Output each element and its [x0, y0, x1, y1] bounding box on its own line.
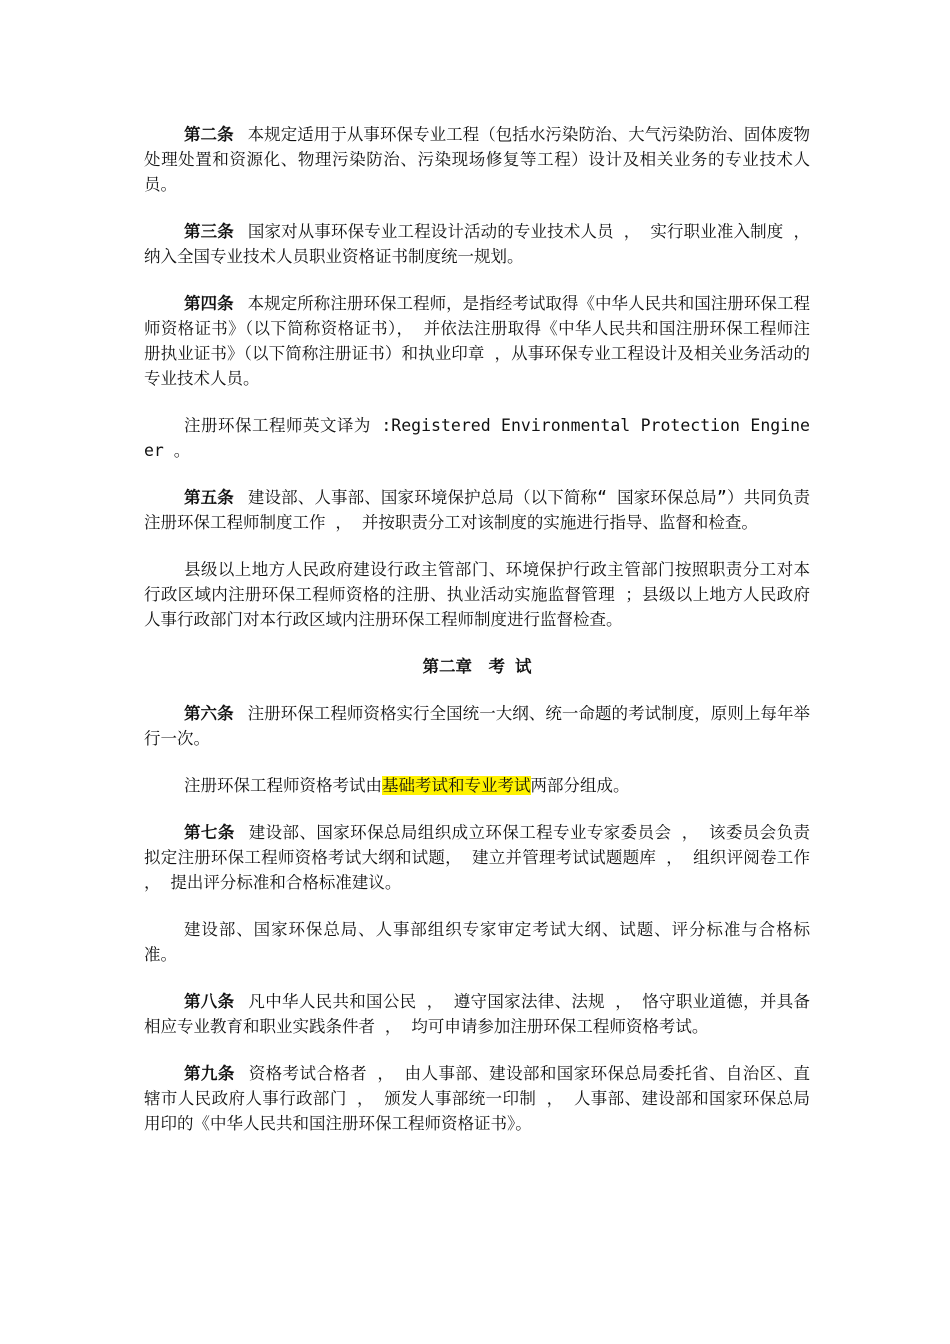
- paragraph-text: 注册环保工程师英文译为 :Registered Environmental Protection Engineer 。: [144, 416, 810, 460]
- paragraph-text: 建设部、国家环保总局、人事部组织专家审定考试大纲、试题、评分标准与合格标准。: [144, 920, 810, 964]
- article-number: 第四条: [184, 294, 234, 313]
- exam-composition-paragraph: [144, 773, 810, 798]
- article-text: 国家对从事环保专业工程设计活动的专业技术人员 ， 实行职业准入制度 ， 纳入全国专业技术人员职业资格证书制度统一规划。: [144, 222, 810, 266]
- article-6: [144, 701, 810, 751]
- highlighted-text: 基础考试和专业考试: [382, 776, 531, 795]
- article-text: 建设部、国家环保总局组织成立环保工程专业专家委员会 ， 该委员会负责拟定注册环保工程师资格考试大纲和试题， 建立并管理考试试题题库 ， 组织评阅卷工作 ， 提出评分标准和合格标准建议。: [144, 823, 810, 892]
- english-translation-paragraph: [144, 413, 810, 463]
- article-number: 第五条: [184, 488, 234, 507]
- article-number: 第三条: [184, 222, 234, 241]
- article-9: [144, 1061, 810, 1136]
- article-number: 第七条: [184, 823, 235, 842]
- article-4: [144, 291, 810, 391]
- article-number: 第二条: [184, 125, 234, 144]
- article-3: [144, 219, 810, 269]
- supervision-paragraph: [144, 557, 810, 632]
- article-number: 第九条: [184, 1064, 235, 1083]
- article-2: [144, 122, 810, 197]
- article-8: [144, 989, 810, 1039]
- article-text: 本规定所称注册环保工程师，是指经考试取得《中华人民共和国注册环保工程师资格证书》（以下简称资格证书）， 并依法注册取得《中华人民共和国注册环保工程师注册执业证书》（以下简称注册证书）和执业印章 ，从事环保专业工程设计及相关业务活动的专业技术人员。: [144, 294, 810, 388]
- chapter-heading: 第二章 考 试: [422, 657, 532, 676]
- article-text: 本规定适用于从事环保专业工程（包括水污染防治、大气污染防治、固体废物处理处置和资源化、物理污染防治、污染现场修复等工程）设计及相关业务的专业技术人员。: [144, 125, 810, 194]
- paragraph-text-after: 两部分组成。: [530, 776, 630, 795]
- article-text: 建设部、人事部、国家环境保护总局（以下简称“ 国家环保总局”）共同负责注册环保工程师制度工作 ， 并按职责分工对该制度的实施进行指导、监督和检查。: [144, 488, 810, 532]
- paragraph-text: 县级以上地方人民政府建设行政主管部门、环境保护行政主管部门按照职责分工对本行政区域内注册环保工程师资格的注册、执业活动实施监督管理 ；县级以上地方人民政府人事行政部门对本行政区域内注册环保工程师制度进行监督检查。: [144, 560, 810, 629]
- article-number: 第八条: [184, 992, 235, 1011]
- paragraph-text-before: 注册环保工程师资格考试由: [184, 776, 382, 795]
- document-page: [144, 122, 810, 1158]
- article-text: 凡中华人民共和国公民 ， 遵守国家法律、法规 ， 恪守职业道德，并具备相应专业教育和职业实践条件者 ， 均可申请参加注册环保工程师资格考试。: [144, 992, 810, 1036]
- article-5: [144, 485, 810, 535]
- article-number: 第六条: [184, 704, 234, 723]
- article-text: 资格考试合格者 ， 由人事部、建设部和国家环保总局委托省、自治区、直辖市人民政府人事行政部门 ， 颁发人事部统一印制 ， 人事部、建设部和国家环保总局用印的《中华人民共和国注册环保工程师资格证书》。: [144, 1064, 810, 1133]
- review-paragraph: [144, 917, 810, 967]
- article-7: [144, 820, 810, 895]
- article-text: 注册环保工程师资格实行全国统一大纲、统一命题的考试制度，原则上每年举行一次。: [144, 704, 810, 748]
